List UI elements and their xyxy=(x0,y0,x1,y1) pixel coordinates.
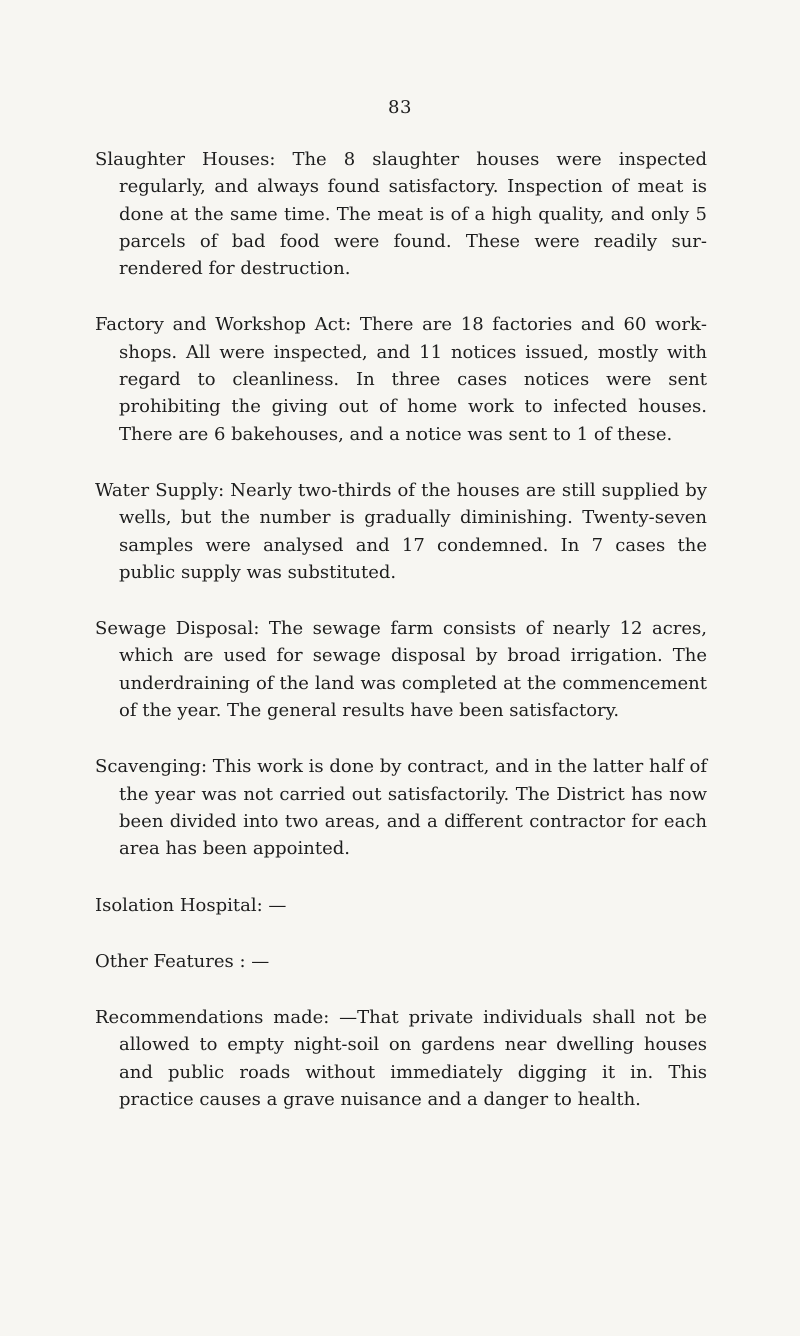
section-scavenging: Scavenging: This work is done by contract, and in the latter half of the year was not carried out satisfactorily. The District has now been divided into two areas, and a different contractor for each area has been appointed. xyxy=(95,756,707,860)
section-heading: Slaughter Houses xyxy=(95,149,270,170)
section-recommendations: Recommendations made: —That private individuals shall not be allowed to empty night-soil on gardens near dwelling houses and public roads without immediately digging it in. This practice causes a grave nuisance and a danger to health. xyxy=(95,1007,707,1111)
section-isolation-hospital: Isolation Hospital: — xyxy=(95,894,287,916)
section-text: — xyxy=(251,950,270,972)
section-text: There are 18 factories and 60 workshops. All were inspected, and 11 notices issued, mostly with regard to cleanliness. In three cases notices were sent prohibiting the giving out of home work to infected houses. There are 6 bakehouses, and a notice was sent to 1 of these. xyxy=(119,314,707,445)
page-number: 83 xyxy=(388,97,412,118)
section-heading: Other Features xyxy=(95,950,234,972)
section-water-supply: Water Supply: Nearly two-thirds of the houses are still supplied by wells, but the number is gradually diminishing. Twenty-seven samples were analysed and 17 condemned. In 7 cases the public supply was substituted. xyxy=(95,479,707,583)
section-heading: Water Supply xyxy=(95,479,219,501)
section-text: — xyxy=(268,894,287,916)
section-heading: Factory and Workshop Act xyxy=(95,314,346,336)
section-heading: Sewage Disposal xyxy=(95,618,254,640)
section-sewage-disposal: Sewage Disposal: The sewage farm consists of nearly 12 acres, which are used for sewage disposal by broad irrigation. The underdraining of the land was completed at the commencement of the year. The general results have been satisfactory. xyxy=(95,618,707,722)
section-text: This work is done by contract, and in the latter half of the year was not carried out satisfactorily. The District has now been divided into two areas, and a different contractor for each area has been appointed. xyxy=(119,756,707,860)
section-text: Nearly two-thirds of the houses are still supplied by wells, but the number is gradually diminishing. Twenty-seven samples were analysed and 17 condemned. In 7 cases the public supply was substituted. xyxy=(119,479,707,583)
section-text: The sewage farm consists of nearly 12 acres, which are used for sewage disposal by broad irrigation. The underdraining of the land was completed at the commencement of the year. The general results have been satisfactory. xyxy=(119,618,707,722)
section-heading: Isolation Hospital xyxy=(95,894,257,916)
section-text: The 8 slaughter houses were inspected regularly, and always found satisfactory. Inspection of meat is done at the same time. The meat is of a high quality, and only 5 parcels of bad food were found. These were readily surrendered for destruction. xyxy=(119,149,707,280)
section-other-features: Other Features : — xyxy=(95,950,270,972)
page-body xyxy=(95,146,707,1142)
section-slaughter-houses: Slaughter Houses: The 8 slaughter houses were inspected regularly, and always found satisfactory. Inspection of meat is done at the same time. The meat is of a high quality, and only 5 parcels of bad food were found. These were readily surrendered for destruction. xyxy=(95,149,707,280)
section-heading: Recommendations made xyxy=(95,1007,324,1029)
section-text: —That private individuals shall not be allowed to empty night-soil on gardens near dwelling houses and public roads without immediately digging it in. This practice causes a grave nuisance and a danger to health. xyxy=(119,1007,707,1111)
section-heading: Scavenging xyxy=(95,756,201,778)
section-factory-workshop-act: Factory and Workshop Act: There are 18 factories and 60 workshops. All were inspected, and 11 notices issued, mostly with regard to cleanliness. In three cases notices were sent prohibiting the giving out of home work to infected houses. There are 6 bakehouses, and a notice was sent to 1 of these. xyxy=(95,314,707,445)
